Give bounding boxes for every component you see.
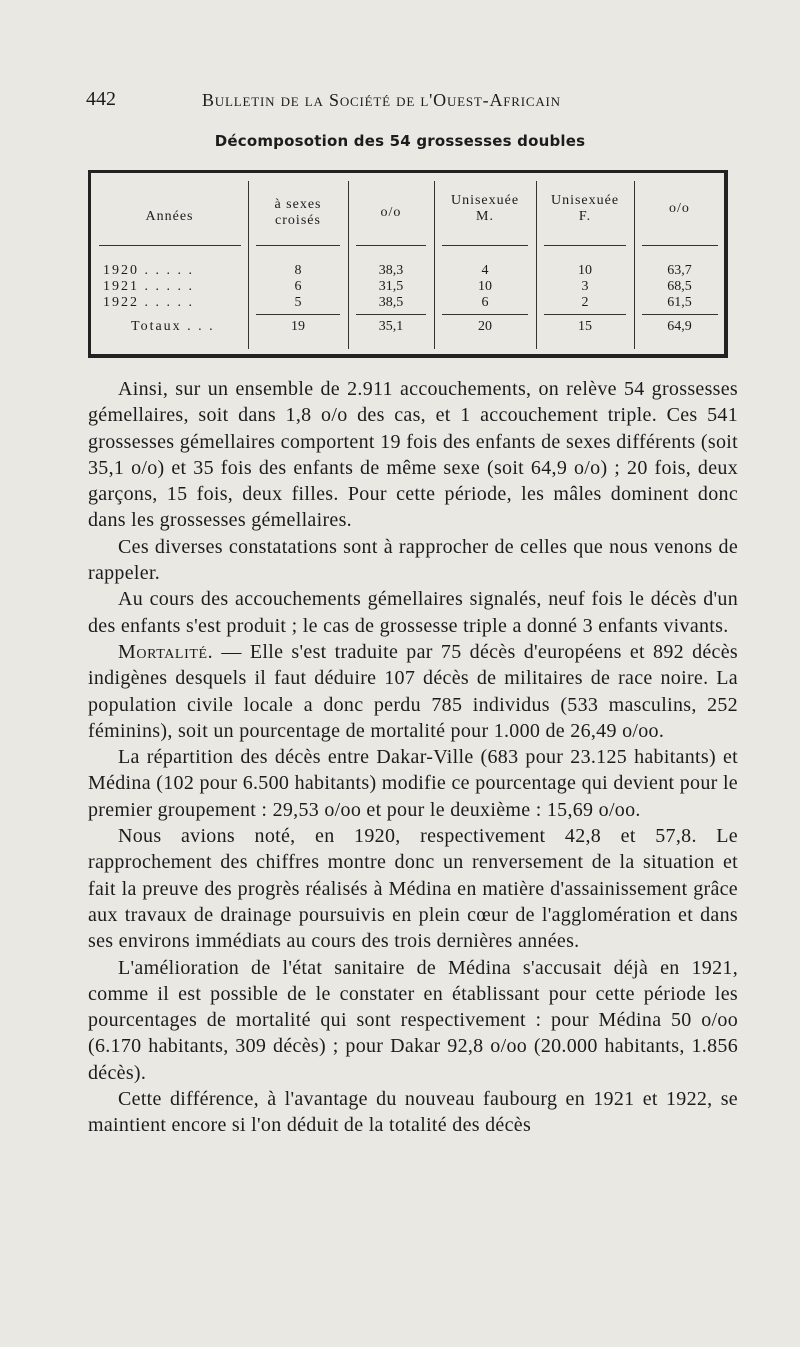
journal-title: Bulletin de la Société de l'Ouest-Africain [202, 90, 561, 110]
pct2-cell: 68,5 [667, 279, 692, 294]
header-pct2: o/o [669, 201, 690, 216]
pct1-cell: 35,1 [378, 319, 404, 334]
unisex-m-cell: 10 [478, 279, 492, 294]
paragraph: Ces diverses constatations sont à rapprocher de celles que nous venons de rappeler. [88, 535, 738, 585]
mortality-heading: Mortalité. [118, 640, 214, 663]
header-unisex-m-line2: M. [476, 209, 494, 224]
pct1-cell: 38,3 [378, 263, 404, 278]
totals-rule [442, 314, 528, 315]
totals-rule [544, 314, 626, 315]
header-years: Années [145, 209, 194, 224]
header-croises-line1: à sexes [274, 197, 322, 212]
paragraph: Cette différence, à l'avantage du nouveau faubourg en 1921 et 1922, se maintient encore si l'on déduit de la totalité des décès [88, 1088, 738, 1137]
totals-rule [256, 314, 340, 315]
paragraph: Nous avions noté, en 1920, respectivement 42,8 et 57,8. Le rapprochement des chiffres montre donc un renversement de la situation et fait la preuve des progrès réalisés à Médina en matière d'assainissement grâce aux travaux de drainage poursuivis en plein cœur de l'agglomération et dans ses environs immédiats au cours des trois dernières années. [88, 825, 738, 953]
unisex-m-cell: 6 [481, 295, 489, 310]
pct2-cell: 61,5 [667, 295, 692, 310]
header-rule [544, 245, 626, 246]
pct1-cell: 38,5 [378, 295, 404, 310]
header-rule [442, 245, 528, 246]
header-rule [99, 245, 241, 246]
unisex-f-cell: 15 [578, 319, 592, 334]
mortality-text: — Elle s'est traduite par 75 décès d'européens et 892 décès indigènes desquels il faut déduire 107 décès de militaires de race noire. La population civile locale a donc perdu 785 individus (533 masculins, 252 féminins), soit un pourcentage de mortalité pour 1.000 de 26,49 o/oo. [88, 640, 738, 742]
header-rule [356, 245, 426, 246]
croises-cell: 8 [294, 263, 302, 278]
totals-row [91, 319, 725, 335]
page-number: 442 [86, 88, 116, 110]
pct2-cell: 63,7 [667, 263, 692, 278]
croises-cell: 5 [294, 295, 302, 310]
table-row [91, 279, 725, 295]
unisex-m-cell: 4 [481, 263, 489, 278]
unisex-f-cell: 3 [581, 279, 589, 294]
paragraph: La répartition des décès entre Dakar-Ville (683 pour 23.125 habitants) et Médina (102 pour 6.500 habitants) modifie ce pourcentage qui devient pour le premier groupement : 29,53 o/oo et pour le deuxième : 15,69 o/oo. [88, 746, 738, 821]
pct2-cell: 64,9 [667, 319, 692, 334]
header-rule [256, 245, 340, 246]
totals-rule [356, 314, 426, 315]
table-row [91, 295, 725, 311]
table-title: Décomposotion des 54 grossesses doubles [214, 132, 586, 150]
body-text [88, 376, 738, 1139]
year-cell: 1920 . . . . . [103, 263, 194, 278]
paragraph: L'amélioration de l'état sanitaire de Médina s'accusait déjà en 1921, comme il est possible de le constater en établissant pour cette période les pourcentages de mortalité qui sont respectivement : pour Médina 50 o/oo (6.170 habitants, 309 décès) ; pour Dakar 92,8 o/oo (20.000 habitants, 1.856 décès). [88, 956, 738, 1084]
paragraph: Ainsi, sur un ensemble de 2.911 accouchements, on relève 54 grossesses gémellaires, soit dans 1,8 o/o des cas, et 1 accouchement triple. Ces 541 grossesses gémellaires comportent 19 fois des enfants de sexes différents (soit 35,1 o/o) et 35 fois des enfants de même sexe (soit 64,9 o/o) ; 20 fois, deux garçons, 15 fois, deux filles. Pour cette période, les mâles dominent donc dans les grossesses gémellaires. [88, 378, 738, 532]
header-unisex-m-line1: Unisexuée [450, 193, 520, 208]
twins-table [88, 170, 728, 358]
table-row [91, 263, 725, 279]
year-cell: 1921 . . . . . [103, 279, 194, 294]
header-rule [642, 245, 718, 246]
unisex-m-cell: 20 [478, 319, 492, 334]
totals-rule [642, 314, 718, 315]
year-cell: 1922 . . . . . [103, 295, 194, 310]
croises-cell: 19 [291, 319, 305, 334]
croises-cell: 6 [294, 279, 302, 294]
header-pct1: o/o [380, 205, 402, 220]
totals-label: Totaux . . . [131, 319, 215, 334]
unisex-f-cell: 10 [578, 263, 592, 278]
paragraph: Au cours des accouchements gémellaires signalés, neuf fois le décès d'un des enfants s'est produit ; le cas de grossesse triple a donné 3 enfants vivants. [88, 588, 738, 637]
header-unisex-f-line2: F. [578, 209, 592, 224]
unisex-f-cell: 2 [581, 295, 589, 310]
header-unisex-f-line1: Unisexuée [550, 193, 620, 208]
pct1-cell: 31,5 [378, 279, 404, 294]
mortality-paragraph [88, 639, 738, 744]
header-croises-line2: croisés [275, 213, 321, 228]
